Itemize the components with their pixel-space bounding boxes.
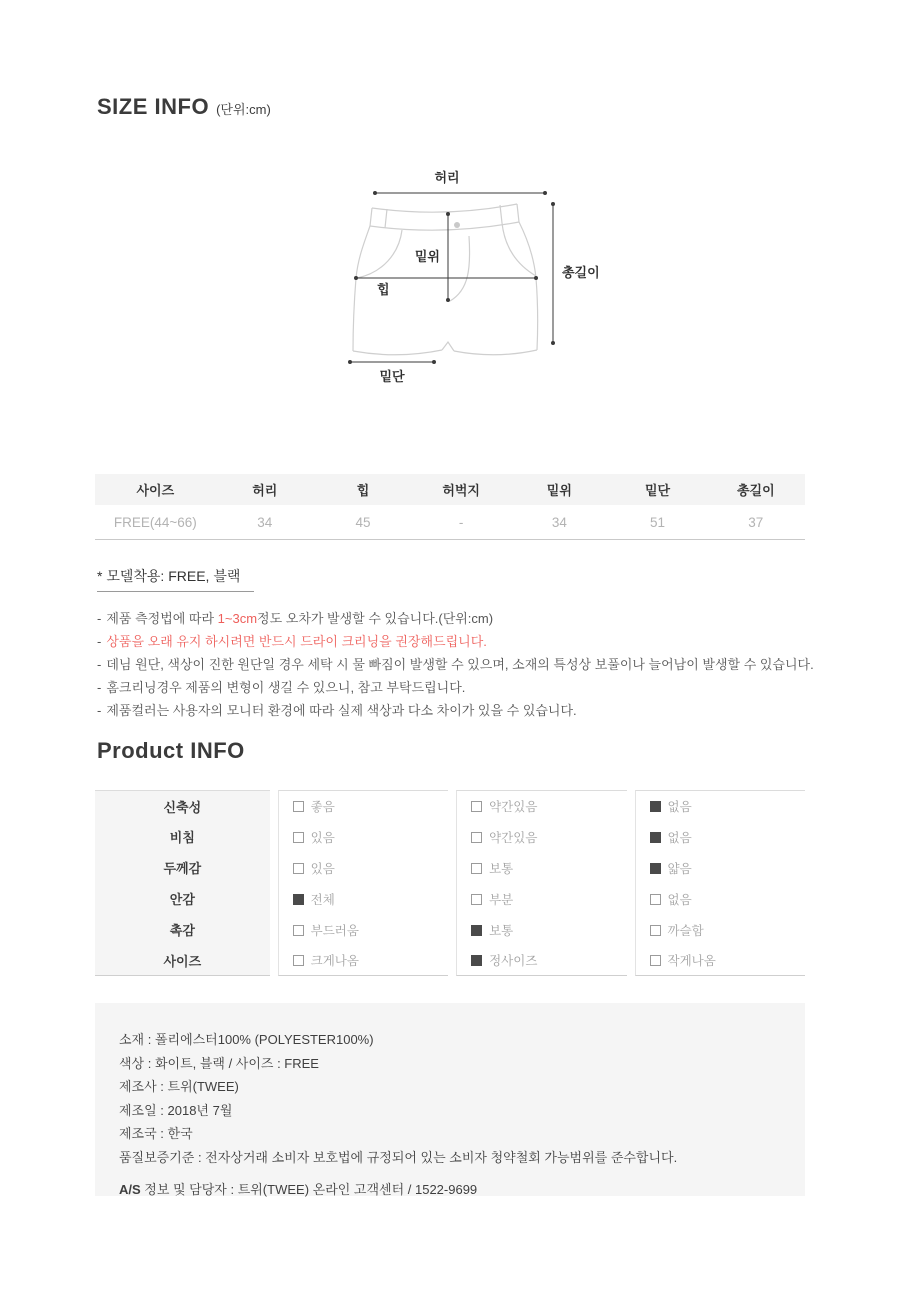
hip-label: 힙 xyxy=(377,282,390,297)
note-line: - 홈크리닝경우 제품의 변형이 생길 수 있으니, 참고 부탁드립니다. xyxy=(97,680,466,695)
col-header-waist: 허리 xyxy=(216,474,314,506)
product-info-title: Product INFO xyxy=(97,738,245,763)
checkbox-icon xyxy=(293,955,304,966)
attribute-option: 약간있음 xyxy=(456,821,626,852)
cell-rise: 34 xyxy=(510,506,608,539)
col-header-hem: 밑단 xyxy=(608,474,706,506)
size-info-title xyxy=(97,94,271,120)
checkbox-icon xyxy=(650,925,661,936)
waist-measure xyxy=(373,170,547,195)
attribute-option: 없음 xyxy=(635,821,805,852)
attribute-row-lining xyxy=(95,883,805,914)
note-line: - 데님 원단, 색상이 진한 원단일 경우 세탁 시 물 빠짐이 발생할 수 있으며, 소재의 특성상 보풀이나 늘어남이 발생할 수 있습니다. xyxy=(97,657,814,672)
attribute-option: 약간있음 xyxy=(456,790,626,821)
warranty-line: 품질보증기준 : 전자상거래 소비자 보호법에 규정되어 있는 소비자 청약철회 가능범위를 준수합니다. xyxy=(119,1149,678,1165)
hip-measure xyxy=(354,276,538,297)
rise-label: 밑위 xyxy=(414,249,440,264)
total-length-label: 총길이 xyxy=(562,265,600,280)
note-line: - 제품 측정법에 따라 1~3cm정도 오차가 발생할 수 있습니다.(단위:cm) xyxy=(97,611,494,626)
checkbox-icon xyxy=(293,863,304,874)
attribute-option: 없음 xyxy=(635,790,805,821)
attribute-option: 정사이즈 xyxy=(456,945,626,976)
checkbox-icon xyxy=(650,863,661,874)
attribute-option: 있음 xyxy=(278,852,448,883)
attribute-row-stretch xyxy=(95,790,805,821)
checkbox-icon xyxy=(650,955,661,966)
checkbox-icon xyxy=(471,894,482,905)
hem-label: 밑단 xyxy=(379,369,405,384)
checkbox-icon xyxy=(471,955,482,966)
checkbox-icon xyxy=(293,925,304,936)
size-info-title-text: SIZE INFO xyxy=(97,94,210,119)
cell-size: FREE(44~66) xyxy=(95,506,216,539)
attribute-label: 비침 xyxy=(95,821,270,852)
checkbox-icon xyxy=(650,832,661,843)
shorts-outline-drawing xyxy=(353,204,538,355)
attribute-row-size-fit xyxy=(95,945,805,976)
attribute-option: 부드러움 xyxy=(278,914,448,945)
cell-waist: 34 xyxy=(216,506,314,539)
attribute-label: 사이즈 xyxy=(95,945,270,976)
total-length-measure xyxy=(551,202,600,345)
attribute-option: 부분 xyxy=(456,883,626,914)
attribute-label: 두께감 xyxy=(95,852,270,883)
checkbox-icon xyxy=(471,925,482,936)
note-line: - 제품컬러는 사용자의 모니터 환경에 따라 실제 색상과 다소 차이가 있을 수 있습니다. xyxy=(97,703,577,718)
manufacturing-details-panel xyxy=(95,1003,805,1196)
checkbox-icon xyxy=(293,832,304,843)
button-icon xyxy=(454,222,460,228)
attribute-label: 촉감 xyxy=(95,914,270,945)
rise-measure xyxy=(415,212,450,302)
checkbox-icon xyxy=(650,894,661,905)
manufacturer-line: 제조사 : 트위(TWEE) xyxy=(119,1079,239,1094)
col-header-total-length: 총길이 xyxy=(707,474,805,506)
checkbox-icon xyxy=(471,863,482,874)
size-unit-label: (단위:cm) xyxy=(216,102,271,117)
cell-hem: 51 xyxy=(608,506,706,539)
attribute-option: 있음 xyxy=(278,821,448,852)
attribute-option: 없음 xyxy=(635,883,805,914)
hem-measure xyxy=(348,360,436,384)
checkbox-icon xyxy=(650,801,661,812)
attribute-option: 전체 xyxy=(278,883,448,914)
cell-thigh: - xyxy=(412,506,510,539)
attribute-option: 까슬함 xyxy=(635,914,805,945)
attribute-option: 크게나옴 xyxy=(278,945,448,976)
product-info-table xyxy=(87,790,813,976)
cell-total-length: 37 xyxy=(707,506,805,539)
cell-hip: 45 xyxy=(314,506,412,539)
attribute-option: 좋음 xyxy=(278,790,448,821)
model-wearing-note: * 모델착용: FREE, 블랙 xyxy=(97,566,254,592)
attribute-option: 보통 xyxy=(456,852,626,883)
attribute-row-texture xyxy=(95,914,805,945)
attribute-option: 얇음 xyxy=(635,852,805,883)
color-size-line: 색상 : 화이트, 블랙 / 사이즈 : FREE xyxy=(119,1055,319,1071)
checkbox-icon xyxy=(471,801,482,812)
col-header-size: 사이즈 xyxy=(95,474,216,506)
attribute-label: 안감 xyxy=(95,883,270,914)
shorts-measurement-diagram xyxy=(330,158,610,390)
note-line: - 상품을 오래 유지 하시려면 반드시 드라이 크리닝을 권장해드립니다. xyxy=(97,634,487,649)
checkbox-icon xyxy=(293,894,304,905)
col-header-hip: 힙 xyxy=(314,474,412,506)
checkbox-icon xyxy=(293,801,304,812)
attribute-row-thickness xyxy=(95,852,805,883)
attribute-label: 신축성 xyxy=(95,790,270,821)
attribute-row-sheerness xyxy=(95,821,805,852)
after-service-line: A/S 정보 및 담당자 : 트위(TWEE) 온라인 고객센터 / 1522-9699 xyxy=(119,1182,478,1197)
waist-label: 허리 xyxy=(434,170,460,185)
col-header-thigh: 허벅지 xyxy=(412,474,510,506)
size-table-data-row xyxy=(95,506,805,539)
size-table xyxy=(95,474,805,540)
country-line: 제조국 : 한국 xyxy=(119,1126,193,1141)
checkbox-icon xyxy=(471,832,482,843)
attribute-option: 작게나옴 xyxy=(635,945,805,976)
manufacture-date-line: 제조일 : 2018년 7월 xyxy=(119,1102,233,1118)
size-notes xyxy=(97,607,814,722)
attribute-option: 보통 xyxy=(456,914,626,945)
material-line: 소재 : 폴리에스터100% (POLYESTER100%) xyxy=(119,1032,374,1047)
col-header-rise: 밑위 xyxy=(510,474,608,506)
size-table-header-row xyxy=(95,474,805,506)
